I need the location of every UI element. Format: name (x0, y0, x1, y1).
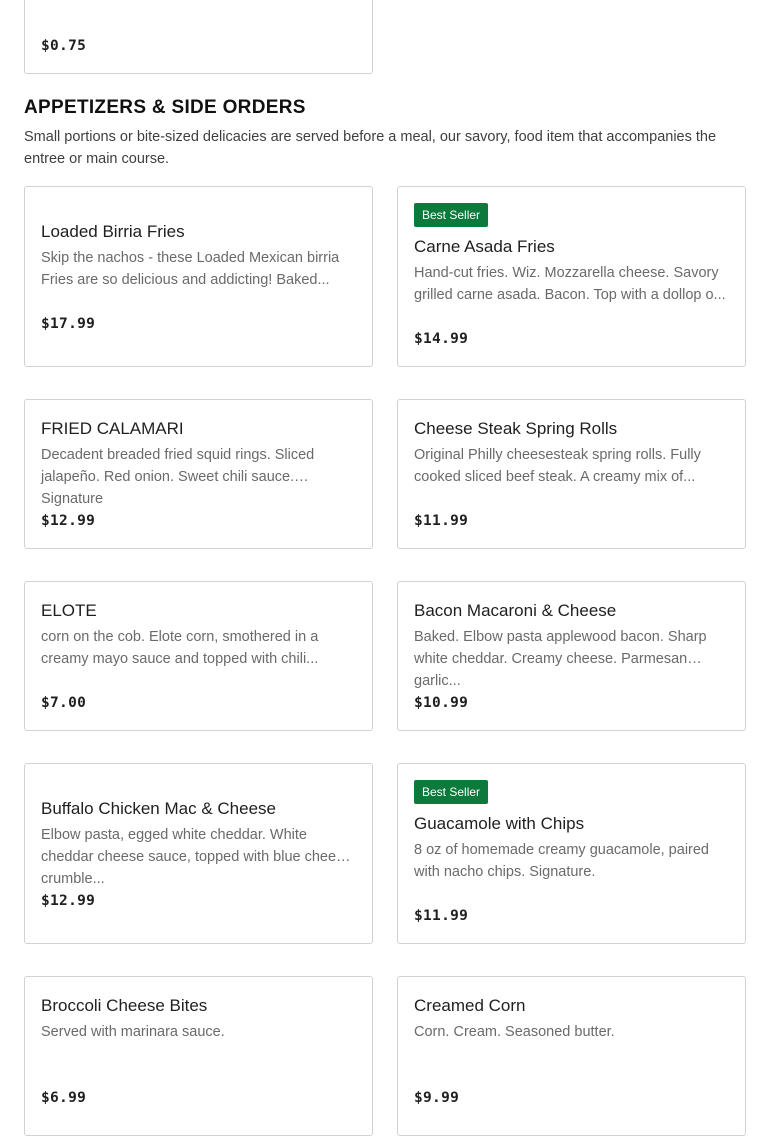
item-description: Hand-cut fries. Wiz. Mozzarella cheese. Savory grilled carne asada. Bacon. Top with a dollop o... (414, 265, 726, 303)
item-price: $6.99 (41, 1090, 87, 1106)
item-price: $14.99 (414, 331, 469, 347)
item-name: Buffalo Chicken Mac & Cheese (41, 799, 276, 818)
item-description: corn on the cob. Elote corn, smothered in a creamy mayo sauce and topped with chili... (41, 629, 319, 667)
item-price: $12.99 (41, 893, 96, 909)
item-description: Original Philly cheesesteak spring rolls. Fully cooked sliced beef steak. A creamy mix of... (414, 447, 701, 485)
item-price: $11.99 (414, 513, 469, 529)
menu-item-card[interactable] (397, 976, 746, 1136)
item-description: Skip the nachos - these Loaded Mexican birria Fries are so delicious and addicting! Baked... (41, 250, 340, 288)
item-name: Bacon Macaroni & Cheese (414, 601, 617, 620)
section-description: Small portions or bite-sized delicacies are served before a meal, our savory, food item that accompanies the entree or main course. (24, 129, 717, 167)
menu-item-card[interactable] (24, 581, 373, 731)
item-description: Served with marinara sauce. (41, 1024, 225, 1040)
item-price: $17.99 (41, 316, 96, 332)
menu-item-card[interactable] (397, 763, 746, 944)
menu-item-card[interactable] (397, 186, 746, 367)
item-name: Creamed Corn (414, 996, 526, 1015)
item-description: Elbow pasta, egged white cheddar. White cheddar cheese sauce, topped with blue cheese crumble... (41, 827, 352, 887)
item-name: Carne Asada Fries (414, 237, 555, 256)
item-price: $12.99 (41, 513, 96, 529)
item-price: $9.99 (414, 1090, 460, 1106)
menu-item-card[interactable] (24, 976, 373, 1136)
item-name: Broccoli Cheese Bites (41, 996, 208, 1015)
item-description: Baked. Elbow pasta applewood bacon. Sharp white cheddar. Creamy cheese. Parmesan garlic... (414, 629, 707, 689)
menu-item-card[interactable] (24, 186, 373, 367)
item-price: $7.00 (41, 695, 87, 711)
item-price: $0.75 (41, 38, 87, 54)
item-name: Cheese Steak Spring Rolls (414, 419, 618, 438)
item-name: Loaded Birria Fries (41, 222, 185, 241)
item-description: 8 oz of homemade creamy guacamole, paired with nacho chips. Signature. (414, 842, 709, 880)
item-price: $10.99 (414, 695, 469, 711)
section-title: APPETIZERS & SIDE ORDERS (24, 97, 306, 118)
item-description: Corn. Cream. Seasoned butter. (414, 1024, 615, 1040)
best-seller-badge: Best Seller (414, 203, 488, 227)
item-description: Decadent breaded fried squid rings. Sliced jalapeño. Red onion. Sweet chili sauce. Signature (41, 447, 315, 507)
menu-item-card[interactable] (397, 581, 746, 731)
item-name: FRIED CALAMARI (41, 419, 184, 438)
menu-item-card[interactable] (24, 0, 373, 74)
best-seller-badge: Best Seller (414, 780, 488, 804)
item-name: ELOTE (41, 601, 97, 620)
item-price: $11.99 (414, 908, 469, 924)
menu-item-card[interactable] (397, 399, 746, 549)
menu-item-card[interactable] (24, 399, 373, 549)
item-name: Guacamole with Chips (414, 814, 585, 833)
menu-item-card[interactable] (24, 763, 373, 944)
